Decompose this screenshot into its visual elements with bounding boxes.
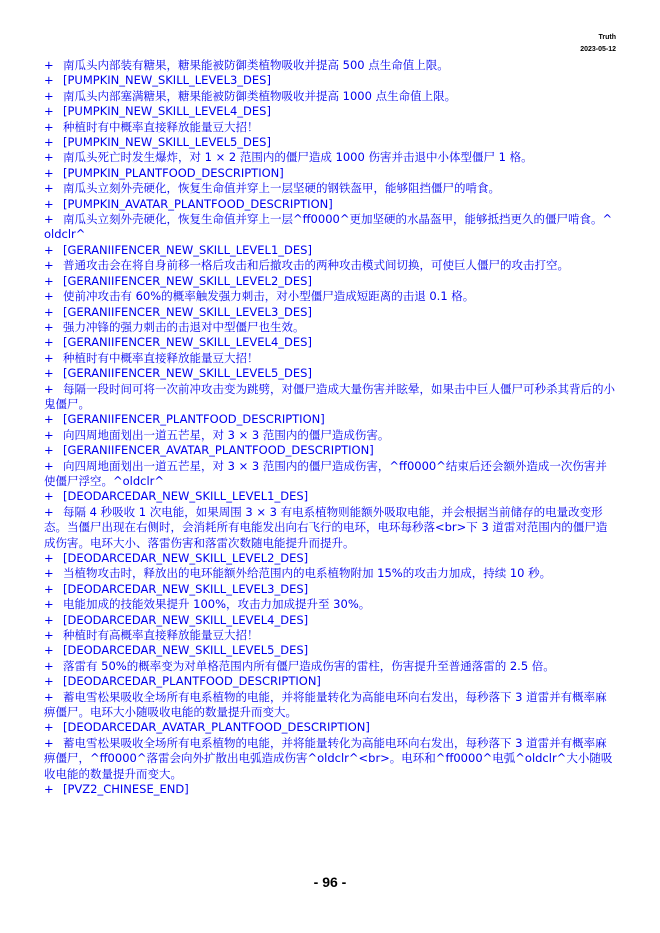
list-item: [44, 197, 618, 212]
list-item: [44, 305, 618, 320]
plus-marker: +: [44, 581, 54, 596]
list-item: [44, 335, 618, 350]
list-item: [44, 505, 618, 551]
list-item: [44, 243, 618, 258]
list-item-text: 强力冲锋的强力刺击的击退对中型僵尸也生效。: [63, 319, 305, 334]
list-item: [44, 73, 618, 88]
page-number: - 96 -: [313, 874, 347, 890]
list-item: [44, 166, 618, 181]
list-item-text: 南瓜头死亡时发生爆炸，对 1 × 2 范围内的僵尸造成 1000 伤害并击退中小体型僵尸 1 格。: [63, 150, 533, 165]
list-item-text: [DEODARCEDAR_AVATAR_PLANTFOOD_DESCRIPTION]: [63, 720, 370, 735]
list-item-text: 每隔一段时间可将一次前冲攻击变为跳劈，对僵尸造成大量伤害并眩晕，如果击中巨人僵尸可秒杀其背后的小鬼僵尸。: [44, 381, 615, 411]
plus-marker: +: [44, 335, 54, 350]
list-item: [44, 443, 618, 458]
page-header: [580, 32, 616, 56]
plus-marker: +: [44, 88, 54, 103]
plus-marker: +: [44, 319, 54, 334]
list-item-text: [PUMPKIN_NEW_SKILL_LEVEL4_DES]: [63, 104, 271, 119]
list-item-text: [DEODARCEDAR_NEW_SKILL_LEVEL3_DES]: [63, 581, 309, 596]
plus-marker: +: [44, 165, 54, 180]
plus-marker: +: [44, 597, 54, 612]
list-item-text: 落雷有 50%的概率变为对单格范围内所有僵尸造成伤害的雷柱，伤害提升至普通落雷的 2.5 倍。: [63, 658, 555, 673]
plus-marker: +: [44, 689, 54, 704]
plus-marker: +: [44, 104, 54, 119]
document-body: [44, 58, 618, 798]
list-item: [44, 597, 618, 612]
plus-marker: +: [44, 181, 54, 196]
plus-marker: +: [44, 242, 54, 257]
plus-marker: +: [44, 735, 54, 750]
list-item: [44, 274, 618, 289]
list-item-text: [DEODARCEDAR_NEW_SKILL_LEVEL2_DES]: [63, 551, 309, 565]
list-item: [44, 382, 618, 413]
list-item-text: 南瓜头立刻外壳硬化，恢复生命值并穿上一层坚硬的钢铁盔甲，能够阻挡僵尸的啃食。: [63, 181, 500, 196]
list-item-text: [DEODARCEDAR_PLANTFOOD_DESCRIPTION]: [63, 674, 321, 689]
list-item-text: [PUMPKIN_PLANTFOOD_DESCRIPTION]: [63, 165, 284, 180]
plus-marker: +: [44, 458, 54, 473]
list-item: [44, 459, 618, 490]
plus-marker: +: [44, 658, 54, 673]
list-item-text: 普通攻击会在将自身前移一格后攻击和后撤攻击的两种攻击模式间切换，可使巨人僵尸的攻击打空。: [63, 258, 569, 273]
list-item-text: [PVZ2_CHINESE_END]: [63, 782, 189, 797]
list-item-text: 蓄电雪松果吸收全场所有电系植物的电能，并将能量转化为高能电环向右发出，每秒落下 3 道雷并有概率麻痹僵尸。电环大小随吸收电能的数量提升而变大。: [44, 689, 607, 720]
plus-marker: +: [44, 258, 54, 273]
list-item-text: 使前冲攻击有 60%的概率触发强力刺击，对小型僵尸造成短距离的击退 0.1 格。: [63, 289, 475, 304]
plus-marker: +: [44, 289, 54, 304]
list-item: [44, 351, 618, 366]
plus-marker: +: [44, 504, 54, 519]
plus-marker: +: [44, 720, 54, 735]
list-item: [44, 150, 618, 165]
list-item: [44, 212, 618, 243]
list-item: [44, 613, 618, 628]
list-item: [44, 690, 618, 721]
plus-marker: +: [44, 412, 54, 427]
plus-marker: +: [44, 196, 54, 211]
list-item: [44, 489, 618, 504]
plus-marker: +: [44, 150, 54, 165]
plus-marker: +: [44, 489, 54, 504]
list-item-text: 向四周地面划出一道五芒星，对 3 × 3 范围内的僵尸造成伤害。: [63, 427, 390, 442]
list-item: [44, 89, 618, 104]
list-item-text: [GERANIIFENCER_NEW_SKILL_LEVEL4_DES]: [63, 335, 312, 350]
list-item-text: 种植时有高概率直接释放能量豆大招！: [63, 628, 259, 643]
list-item-text: [DEODARCEDAR_NEW_SKILL_LEVEL5_DES]: [63, 643, 309, 658]
list-item: [44, 782, 618, 797]
plus-marker: +: [44, 628, 54, 643]
list-item: [44, 628, 618, 643]
list-item-text: 向四周地面划出一道五芒星，对 3 × 3 范围内的僵尸造成伤害，^ff0000^结束后还会额外造成一次伤害并使僵尸浮空。^oldclr^: [44, 458, 607, 488]
plus-marker: +: [44, 674, 54, 689]
list-item: [44, 58, 618, 73]
list-item: [44, 582, 618, 597]
list-item-text: 种植时有中概率直接释放能量豆大招！: [63, 119, 259, 134]
plus-marker: +: [44, 443, 54, 458]
list-item-text: [PUMPKIN_AVATAR_PLANTFOOD_DESCRIPTION]: [63, 196, 333, 211]
list-item-text: [GERANIIFENCER_NEW_SKILL_LEVEL5_DES]: [63, 366, 312, 381]
list-item-text: 南瓜头内部装有糖果，糖果能被防御类植物吸收并提高 500 点生命值上限。: [63, 58, 449, 72]
list-item-text: [DEODARCEDAR_NEW_SKILL_LEVEL4_DES]: [63, 612, 309, 627]
list-item: [44, 412, 618, 427]
list-item: [44, 566, 618, 581]
list-item-text: [GERANIIFENCER_NEW_SKILL_LEVEL2_DES]: [63, 273, 312, 288]
document-title: Truth: [598, 34, 616, 41]
list-item: [44, 643, 618, 658]
list-item-text: 南瓜头立刻外壳硬化，恢复生命值并穿上一层^ff0000^更加坚硬的水晶盔甲，能够抵挡更久的僵尸啃食。^oldclr^: [44, 212, 613, 242]
list-item-text: [GERANIIFENCER_NEW_SKILL_LEVEL1_DES]: [63, 242, 312, 257]
plus-marker: +: [44, 135, 54, 150]
list-item-text: [GERANIIFENCER_NEW_SKILL_LEVEL3_DES]: [63, 304, 312, 319]
plus-marker: +: [44, 73, 54, 88]
plus-marker: +: [44, 643, 54, 658]
list-item: [44, 736, 618, 782]
list-item-text: 当植物攻击时，释放出的电环能额外给范围内的电系植物附加 15%的攻击力加成，持续 10 秒。: [63, 566, 552, 581]
list-item-text: 每隔 4 秒吸收 1 次电能，如果周围 3 × 3 有电系植物则能额外吸取电能，并会根据当前储存的电量改变形态。当僵尸出现在右侧时，会消耗所有电能发出向右飞行的电环，电环每秒落<br>下 3 道雷对范围内的僵尸造成伤害。电环大小、落雷伤害和落雷次数随电能提升而提升。: [44, 504, 608, 550]
plus-marker: +: [44, 350, 54, 365]
list-item: [44, 120, 618, 135]
plus-marker: +: [44, 273, 54, 288]
list-item-text: [GERANIIFENCER_AVATAR_PLANTFOOD_DESCRIPTION]: [63, 443, 374, 458]
plus-marker: +: [44, 212, 54, 227]
list-item-text: 电能加成的技能效果提升 100%，攻击力加成提升至 30%。: [63, 597, 371, 612]
plus-marker: +: [44, 58, 54, 72]
list-item: [44, 366, 618, 381]
list-item-text: [PUMPKIN_NEW_SKILL_LEVEL3_DES]: [63, 73, 271, 88]
list-item: [44, 258, 618, 273]
list-item-text: [GERANIIFENCER_PLANTFOOD_DESCRIPTION]: [63, 412, 325, 427]
list-item-text: 种植时有中概率直接释放能量豆大招！: [63, 350, 259, 365]
list-item: [44, 104, 618, 119]
list-item: [44, 135, 618, 150]
plus-marker: +: [44, 551, 54, 565]
list-item-text: 南瓜头内部塞满糖果，糖果能被防御类植物吸收并提高 1000 点生命值上限。: [63, 88, 457, 103]
list-item: [44, 659, 618, 674]
list-item: [44, 674, 618, 689]
list-item-text: [DEODARCEDAR_NEW_SKILL_LEVEL1_DES]: [63, 489, 309, 504]
document-date: 2023-05-12: [580, 46, 616, 53]
plus-marker: +: [44, 612, 54, 627]
list-item: [44, 181, 618, 196]
list-item-text: 蓄电雪松果吸收全场所有电系植物的电能，并将能量转化为高能电环向右发出，每秒落下 3 道雷并有概率麻痹僵尸，^ff0000^落雷会向外扩散出电弧造成伤害^oldclr^<br>。电环和^ff0000^电弧^oldclr^大小随吸收电能的数量提升而变大。: [44, 735, 613, 781]
plus-marker: +: [44, 304, 54, 319]
list-item: [44, 720, 618, 735]
plus-marker: +: [44, 119, 54, 134]
list-item: [44, 320, 618, 335]
list-item-text: [PUMPKIN_NEW_SKILL_LEVEL5_DES]: [63, 135, 271, 150]
plus-marker: +: [44, 427, 54, 442]
plus-marker: +: [44, 381, 54, 396]
plus-marker: +: [44, 782, 54, 797]
plus-marker: +: [44, 566, 54, 581]
list-item: [44, 428, 618, 443]
list-item: [44, 289, 618, 304]
list-item: [44, 551, 618, 566]
plus-marker: +: [44, 366, 54, 381]
